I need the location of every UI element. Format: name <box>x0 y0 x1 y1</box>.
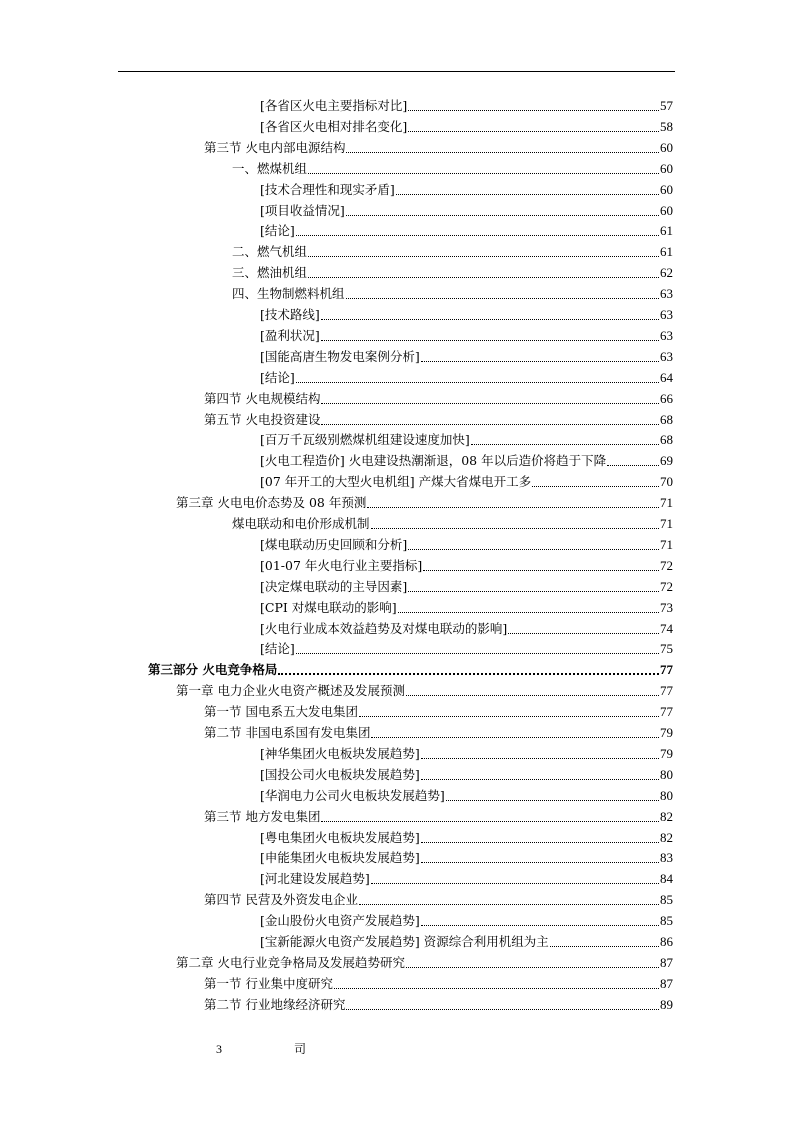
toc-dot-leader <box>308 276 659 278</box>
toc-dot-leader <box>408 590 659 592</box>
toc-dot-leader <box>532 485 659 487</box>
toc-dot-leader <box>321 318 659 320</box>
toc-entry-page: 87 <box>660 975 673 991</box>
toc-entry-page: 58 <box>660 118 673 134</box>
toc-entry-page: 80 <box>660 766 673 782</box>
toc-entry-title: [申能集团火电板块发展趋势] <box>260 850 420 866</box>
toc-entry-page: 68 <box>660 432 673 448</box>
toc-entry-title: [火电行业成本效益趋势及对煤电联动的影响] <box>260 620 508 636</box>
toc-entry-page: 63 <box>660 307 673 322</box>
toc-dot-leader <box>296 652 659 654</box>
toc-entry-title: [CPI 对煤电联动的影响] <box>260 599 397 615</box>
toc-entry-page: 60 <box>660 160 673 176</box>
toc-entry[interactable] <box>148 660 673 680</box>
toc-entry[interactable] <box>260 765 673 785</box>
toc-entry-page: 71 <box>660 516 673 531</box>
toc-dot-leader <box>321 820 659 822</box>
toc-entry-title: 第二节 行业地缘经济研究 <box>204 996 346 1012</box>
toc-entry[interactable] <box>204 723 673 743</box>
toc-entry-title: [国能高唐生物发电案例分析] <box>260 348 420 364</box>
toc-entry-page: 79 <box>660 725 673 740</box>
toc-entry[interactable] <box>260 368 673 388</box>
toc-dot-leader <box>446 799 659 801</box>
toc-dot-leader <box>371 882 659 884</box>
toc-dot-leader <box>421 861 659 863</box>
toc-entry[interactable] <box>260 786 673 806</box>
toc-entry-page: 69 <box>660 453 673 469</box>
toc-dot-leader <box>421 757 659 759</box>
toc-entry-page: 75 <box>660 641 673 657</box>
toc-entry[interactable] <box>204 807 673 827</box>
toc-entry-title: [河北建设发展趋势] <box>260 871 370 887</box>
toc-entry-title: 第二章 火电行业竞争格局及发展趋势研究 <box>176 954 405 970</box>
toc-entry[interactable] <box>260 180 673 200</box>
toc-entry-title: [决定煤电联动的主导因素] <box>260 578 408 594</box>
toc-entry-page: 70 <box>660 474 673 490</box>
toc-entry[interactable] <box>260 347 673 367</box>
toc-entry-title: [结论] <box>260 641 295 657</box>
toc-entry-title: [宝新能源火电资产发展趋势] 资源综合利用机组为主 <box>260 934 549 949</box>
toc-dot-leader <box>321 423 659 425</box>
toc-entry-title: 一、燃煤机组 <box>232 160 308 176</box>
toc-dot-leader <box>508 632 659 634</box>
toc-entry-page: 63 <box>660 348 673 364</box>
toc-entry[interactable] <box>260 96 673 116</box>
toc-entry-page: 61 <box>660 223 673 239</box>
toc-entry-page: 71 <box>660 536 673 552</box>
toc-entry-title: [百万千瓦级别燃煤机组建设速度加快] <box>260 432 470 448</box>
toc-entry-page: 82 <box>660 808 673 824</box>
toc-dot-leader <box>406 966 659 968</box>
toc-entry[interactable] <box>204 974 673 994</box>
toc-entry[interactable] <box>204 702 673 722</box>
toc-dot-leader <box>367 506 659 508</box>
toc-dot-leader <box>321 402 659 404</box>
toc-entry-page: 66 <box>660 390 673 406</box>
toc-dot-leader <box>408 130 659 132</box>
toc-dot-leader <box>421 778 659 780</box>
toc-entry[interactable] <box>260 451 673 471</box>
toc-entry-page: 60 <box>660 139 673 155</box>
toc-entry[interactable] <box>260 848 673 868</box>
toc-entry-page: 85 <box>660 913 673 929</box>
toc-dot-leader <box>346 1008 659 1010</box>
toc-entry-title: [各省区火电相对排名变化] <box>260 118 408 134</box>
toc-entry[interactable] <box>260 828 673 848</box>
toc-dot-leader <box>296 381 659 383</box>
toc-entry-title: [火电工程造价] 火电建设热潮渐退，08 年以后造价将趋于下降 <box>260 453 607 469</box>
toc-entry-page: 57 <box>660 98 673 113</box>
toc-entry-title: [01-07 年火电行业主要指标] <box>260 557 423 573</box>
toc-entry-title: 煤电联动和电价形成机制 <box>232 516 370 531</box>
toc-entry-title: 第二节 非国电系国有发电集团 <box>204 725 371 740</box>
toc-entry-title: 第三章 火电电价态势及 08 年预测 <box>176 495 367 511</box>
toc-entry[interactable] <box>260 305 673 325</box>
toc-dot-leader <box>359 903 659 905</box>
toc-entry-page: 61 <box>660 244 673 260</box>
toc-entry[interactable] <box>260 932 673 952</box>
toc-dot-leader <box>359 715 659 717</box>
toc-entry[interactable] <box>260 598 673 618</box>
toc-entry[interactable] <box>232 263 673 283</box>
toc-entry[interactable] <box>176 953 673 973</box>
toc-dot-leader <box>421 924 659 926</box>
toc-entry-title: [盈利状况] <box>260 327 320 343</box>
toc-dot-leader <box>408 109 659 111</box>
toc-entry-page: 63 <box>660 327 673 343</box>
toc-dot-leader <box>471 443 659 445</box>
toc-dot-leader <box>396 193 659 195</box>
toc-entry[interactable] <box>260 556 673 576</box>
toc-entry-title: 第一节 国电系五大发电集团 <box>204 704 358 720</box>
toc-entry-page: 84 <box>660 871 673 887</box>
toc-dot-leader <box>421 360 659 362</box>
toc-dot-leader <box>371 527 659 529</box>
toc-entry-title: [金山股份火电资产发展趋势] <box>260 913 420 929</box>
toc-entry-title: 第四节 民营及外资发电企业 <box>204 892 358 908</box>
toc-entry-title: 第三节 地方发电集团 <box>204 808 321 824</box>
toc-dot-leader <box>408 548 659 550</box>
toc-dot-leader <box>308 255 659 257</box>
toc-entry-title: [神华集团火电板块发展趋势] <box>260 745 420 761</box>
toc-entry[interactable] <box>204 138 673 158</box>
toc-entry[interactable] <box>260 619 673 639</box>
toc-entry-page: 62 <box>660 265 673 281</box>
toc-entry-page: 79 <box>660 745 673 761</box>
toc-entry-title: 四、生物制燃料机组 <box>232 286 345 302</box>
toc-entry-page: 64 <box>660 369 673 385</box>
toc-entry[interactable] <box>260 472 673 492</box>
toc-entry-title: [各省区火电主要指标对比] <box>260 98 408 113</box>
toc-entry-page: 60 <box>660 181 673 197</box>
toc-entry[interactable] <box>232 159 673 179</box>
toc-entry-page: 73 <box>660 599 673 615</box>
toc-entry[interactable] <box>176 493 673 513</box>
toc-entry[interactable] <box>204 389 673 409</box>
toc-entry-title: [结论] <box>260 369 295 385</box>
toc-entry-title: [技术路线] <box>260 307 320 322</box>
toc-dot-leader <box>346 214 659 216</box>
toc-entry-title: [技术合理性和现实矛盾] <box>260 181 395 197</box>
toc-entry[interactable] <box>260 744 673 764</box>
toc-entry[interactable] <box>204 890 673 910</box>
toc-entry-title: 第一章 电力企业火电资产概述及发展预测 <box>176 683 405 699</box>
toc-entry-title: 第一节 行业集中度研究 <box>204 975 333 991</box>
toc-entry[interactable] <box>232 242 673 262</box>
toc-entry[interactable] <box>260 535 673 555</box>
toc-entry-title: [结论] <box>260 223 295 239</box>
toc-entry-page: 87 <box>660 954 673 970</box>
toc-entry-page: 86 <box>660 934 673 949</box>
toc-dot-leader <box>423 569 659 571</box>
toc-entry-title: [华润电力公司火电板块发展趋势] <box>260 787 445 803</box>
toc-entry-page: 60 <box>660 202 673 218</box>
toc-dot-leader <box>421 841 659 843</box>
toc-dot-leader <box>334 987 659 989</box>
footer-text: 司 <box>294 1042 307 1056</box>
toc-dot-leader <box>607 464 659 466</box>
toc-entry-page: 83 <box>660 850 673 866</box>
toc-entry-page: 82 <box>660 829 673 845</box>
toc-dot-leader <box>321 339 659 341</box>
toc-entry-title: 三、燃油机组 <box>232 265 308 281</box>
toc-entry[interactable] <box>232 514 673 534</box>
toc-entry[interactable] <box>260 117 673 137</box>
toc-entry[interactable] <box>260 201 673 221</box>
toc-entry-title: 第三节 火电内部电源结构 <box>204 139 346 155</box>
toc-entry-title: 第三部分 火电竞争格局 <box>148 662 278 678</box>
toc-entry-title: [粤电集团火电板块发展趋势] <box>260 829 420 845</box>
toc-entry[interactable] <box>260 221 673 241</box>
toc-entry-page: 85 <box>660 892 673 908</box>
toc-dot-leader <box>308 172 659 174</box>
toc-entry-page: 72 <box>660 578 673 594</box>
footer-page-number: 3 <box>216 1042 222 1056</box>
toc-entry-title: [煤电联动历史回顾和分析] <box>260 536 408 552</box>
toc-entry[interactable] <box>260 430 673 450</box>
toc-entry[interactable] <box>260 577 673 597</box>
toc-dot-leader <box>346 297 659 299</box>
toc-dot-leader <box>296 234 659 236</box>
toc-entry-page: 74 <box>660 620 673 636</box>
toc-entry-title: 第四节 火电规模结构 <box>204 390 321 406</box>
toc-entry-page: 71 <box>660 495 673 511</box>
toc-entry-title: [07 年开工的大型火电机组] 产煤大省煤电开工多 <box>260 474 532 490</box>
toc-dot-leader <box>406 694 659 696</box>
header-rule <box>118 71 675 72</box>
toc-dot-leader <box>550 945 659 947</box>
toc-entry[interactable] <box>176 681 673 701</box>
toc-entry-title: 第五节 火电投资建设 <box>204 411 321 427</box>
toc-entry[interactable] <box>260 911 673 931</box>
toc-entry[interactable] <box>260 869 673 889</box>
toc-entry-page: 63 <box>660 286 673 302</box>
toc-entry-page: 77 <box>660 704 673 720</box>
toc-entry-page: 68 <box>660 411 673 427</box>
toc-entry[interactable] <box>260 326 673 346</box>
toc-entry-title: [国投公司火电板块发展趋势] <box>260 766 420 782</box>
toc-entry-page: 89 <box>660 996 673 1012</box>
toc-entry-page: 77 <box>660 683 673 699</box>
toc-entry-title: [项目收益情况] <box>260 202 345 218</box>
toc-entry[interactable] <box>232 284 673 304</box>
toc-dot-leader <box>346 151 659 153</box>
toc-entry-page: 77 <box>660 662 673 678</box>
toc-entry[interactable] <box>260 639 673 659</box>
toc-entry[interactable] <box>204 995 673 1015</box>
toc-dot-leader <box>398 611 659 613</box>
toc-dot-leader <box>371 736 659 738</box>
toc-entry[interactable] <box>204 410 673 430</box>
toc-entry-page: 72 <box>660 557 673 573</box>
toc-entry-title: 二、燃气机组 <box>232 244 308 260</box>
toc-dot-leader <box>278 672 659 675</box>
toc-entry-page: 80 <box>660 787 673 803</box>
